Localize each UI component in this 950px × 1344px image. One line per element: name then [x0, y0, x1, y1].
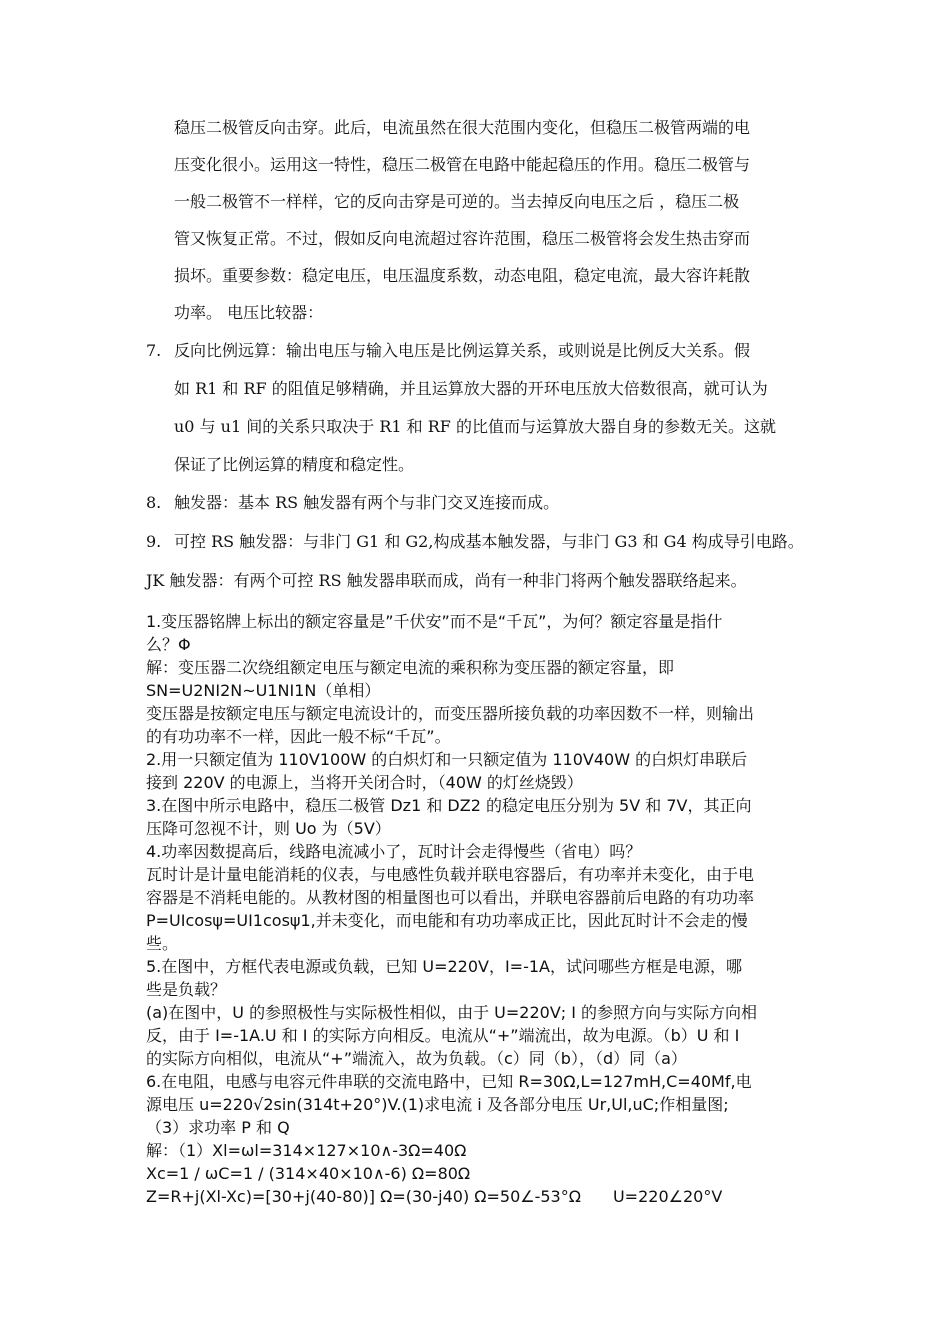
text-line: 些。 — [146, 934, 179, 953]
paragraph-line: 损坏。重要参数：稳定电压，电压温度系数，动态电阻，稳定电流，最大容许耗散 — [174, 266, 751, 285]
text-line: SN=U2NI2N~U1NI1N（单相） — [146, 681, 381, 700]
list-number: 9. — [146, 532, 162, 551]
paragraph-line: 压变化很小。运用这一特性，稳压二极管在电路中能起稳压的作用。稳压二极管与 — [174, 155, 751, 174]
paragraph-line: 管又恢复正常。不过，假如反向电流超过容许范围，稳压二极管将会发生热击穿而 — [174, 229, 751, 248]
paragraph-line: 一般二极管不一样样，它的反向击穿是可逆的。当去掉反向电压之后 ，稳压二极 — [174, 192, 740, 211]
list-item-9 — [146, 532, 804, 552]
list-item-7 — [146, 341, 750, 361]
text-line: 2.用一只额定值为 110V100W 的白炽灯和一只额定值为 110V40W 的白炽灯串联后 — [146, 750, 748, 769]
text-line: 解：（1）Xl=ωl=314×127×10∧-3Ω=40Ω — [146, 1141, 467, 1160]
text-line: 6.在电阻，电感与电容元件串联的交流电路中，已知 R=30Ω,L=127mH,C=40Mf,电 — [146, 1072, 752, 1091]
list-text: 反向比例远算：输出电压与输入电压是比例运算关系，或则说是比例反大关系。假 — [174, 341, 751, 360]
text-line: 的实际方向相似，电流从“+”端流入，故为负载。（c）同（b），（d）同（a） — [146, 1049, 687, 1068]
text-line: 3.在图中所示电路中，稳压二极管 Dz1 和 DZ2 的稳定电压分别为 5V 和 7V，其正向 — [146, 796, 752, 815]
text-line: 容器是不消耗电能的。从教材图的相量图也可以看出，并联电容器前后电路的有功功率 — [146, 888, 755, 907]
text-line: 解：变压器二次绕组额定电压与额定电流的乘积称为变压器的额定容量，即 — [146, 658, 675, 677]
paragraph-line: JK 触发器：有两个可控 RS 触发器串联而成，尚有一种非门将两个触发器联络起来。 — [146, 571, 747, 590]
list-number: 8. — [146, 493, 162, 512]
text-line: 4.功率因数提高后，线路电流减小了，瓦时计会走得慢些（省电）吗？ — [146, 842, 642, 861]
text-line: 变压器是按额定电压与额定电流设计的，而变压器所接负载的功率因数不一样，则输出 — [146, 704, 755, 723]
list-number: 7. — [146, 341, 162, 360]
text-line: 么？Φ — [146, 635, 191, 654]
text-line: 压降可忽视不计，则 Uo 为（5V） — [146, 819, 391, 838]
text-line: 瓦时计是计量电能消耗的仪表，与电感性负载并联电容器后，有功率并未变化，由于电 — [146, 865, 755, 884]
text-line: 些是负载？ — [146, 980, 227, 999]
text-line: 接到 220V 的电源上，当将开关闭合时，（40W 的灯丝烧毁） — [146, 773, 583, 792]
list-text: 触发器：基本 RS 触发器有两个与非门交叉连接而成。 — [174, 493, 560, 512]
paragraph-line: 稳压二极管反向击穿。此后，电流虽然在很大范围内变化，但稳压二极管两端的电 — [174, 118, 751, 137]
list-item-8 — [146, 493, 559, 513]
text-line: (a)在图中，U 的参照极性与实际极性相似，由于 U=220V; I 的参照方向与实际方向相 — [146, 1003, 758, 1022]
paragraph-line: u0 与 u1 间的关系只取决于 R1 和 RF 的比值而与运算放大器自身的参数无关。这就 — [174, 417, 776, 436]
text-line: Xc=1 / ωC=1 / (314×40×10∧-6) Ω=80Ω — [146, 1164, 471, 1183]
paragraph-line: 如 R1 和 RF 的阻值足够精确，并且运算放大器的开环电压放大倍数很高，就可认为 — [174, 379, 768, 398]
list-text: 可控 RS 触发器：与非门 G1 和 G2,构成基本触发器，与非门 G3 和 G4 构成导引电路。 — [174, 532, 804, 551]
text-line: Z=R+j(Xl-Xc)=[30+j(40-80)] Ω=(30-j40) Ω=50∠-53°Ω U=220∠20°V — [146, 1187, 723, 1206]
text-line: 反，由于 I=-1A.U 和 I 的实际方向相反。电流从“+”端流出，故为电源。（b）U 和 I — [146, 1026, 740, 1045]
text-line: 5.在图中，方框代表电源或负载，已知 U=220V，I=-1A，试问哪些方框是电源，哪 — [146, 957, 742, 976]
text-line: （3）求功率 P 和 Q — [146, 1118, 290, 1137]
text-line: 1.变压器铭牌上标出的额定容量是”千伏安”而不是“千瓦”，为何？额定容量是指什 — [146, 612, 723, 631]
paragraph-line: 功率。 电压比较器： — [174, 303, 324, 322]
text-line: 的有功功率不一样，因此一般不标“千瓦”。 — [146, 727, 451, 746]
text-line: P=UIcosψ=UI1cosψ1,并未变化，而电能和有功功率成正比，因此瓦时计不会走的慢 — [146, 911, 748, 930]
text-line: 源电压 u=220√2sin(314t+20°)V.(1)求电流 i 及各部分电压 Ur,Ul,uC;作相量图; — [146, 1095, 729, 1114]
paragraph-line: 保证了比例运算的精度和稳定性。 — [174, 455, 415, 474]
